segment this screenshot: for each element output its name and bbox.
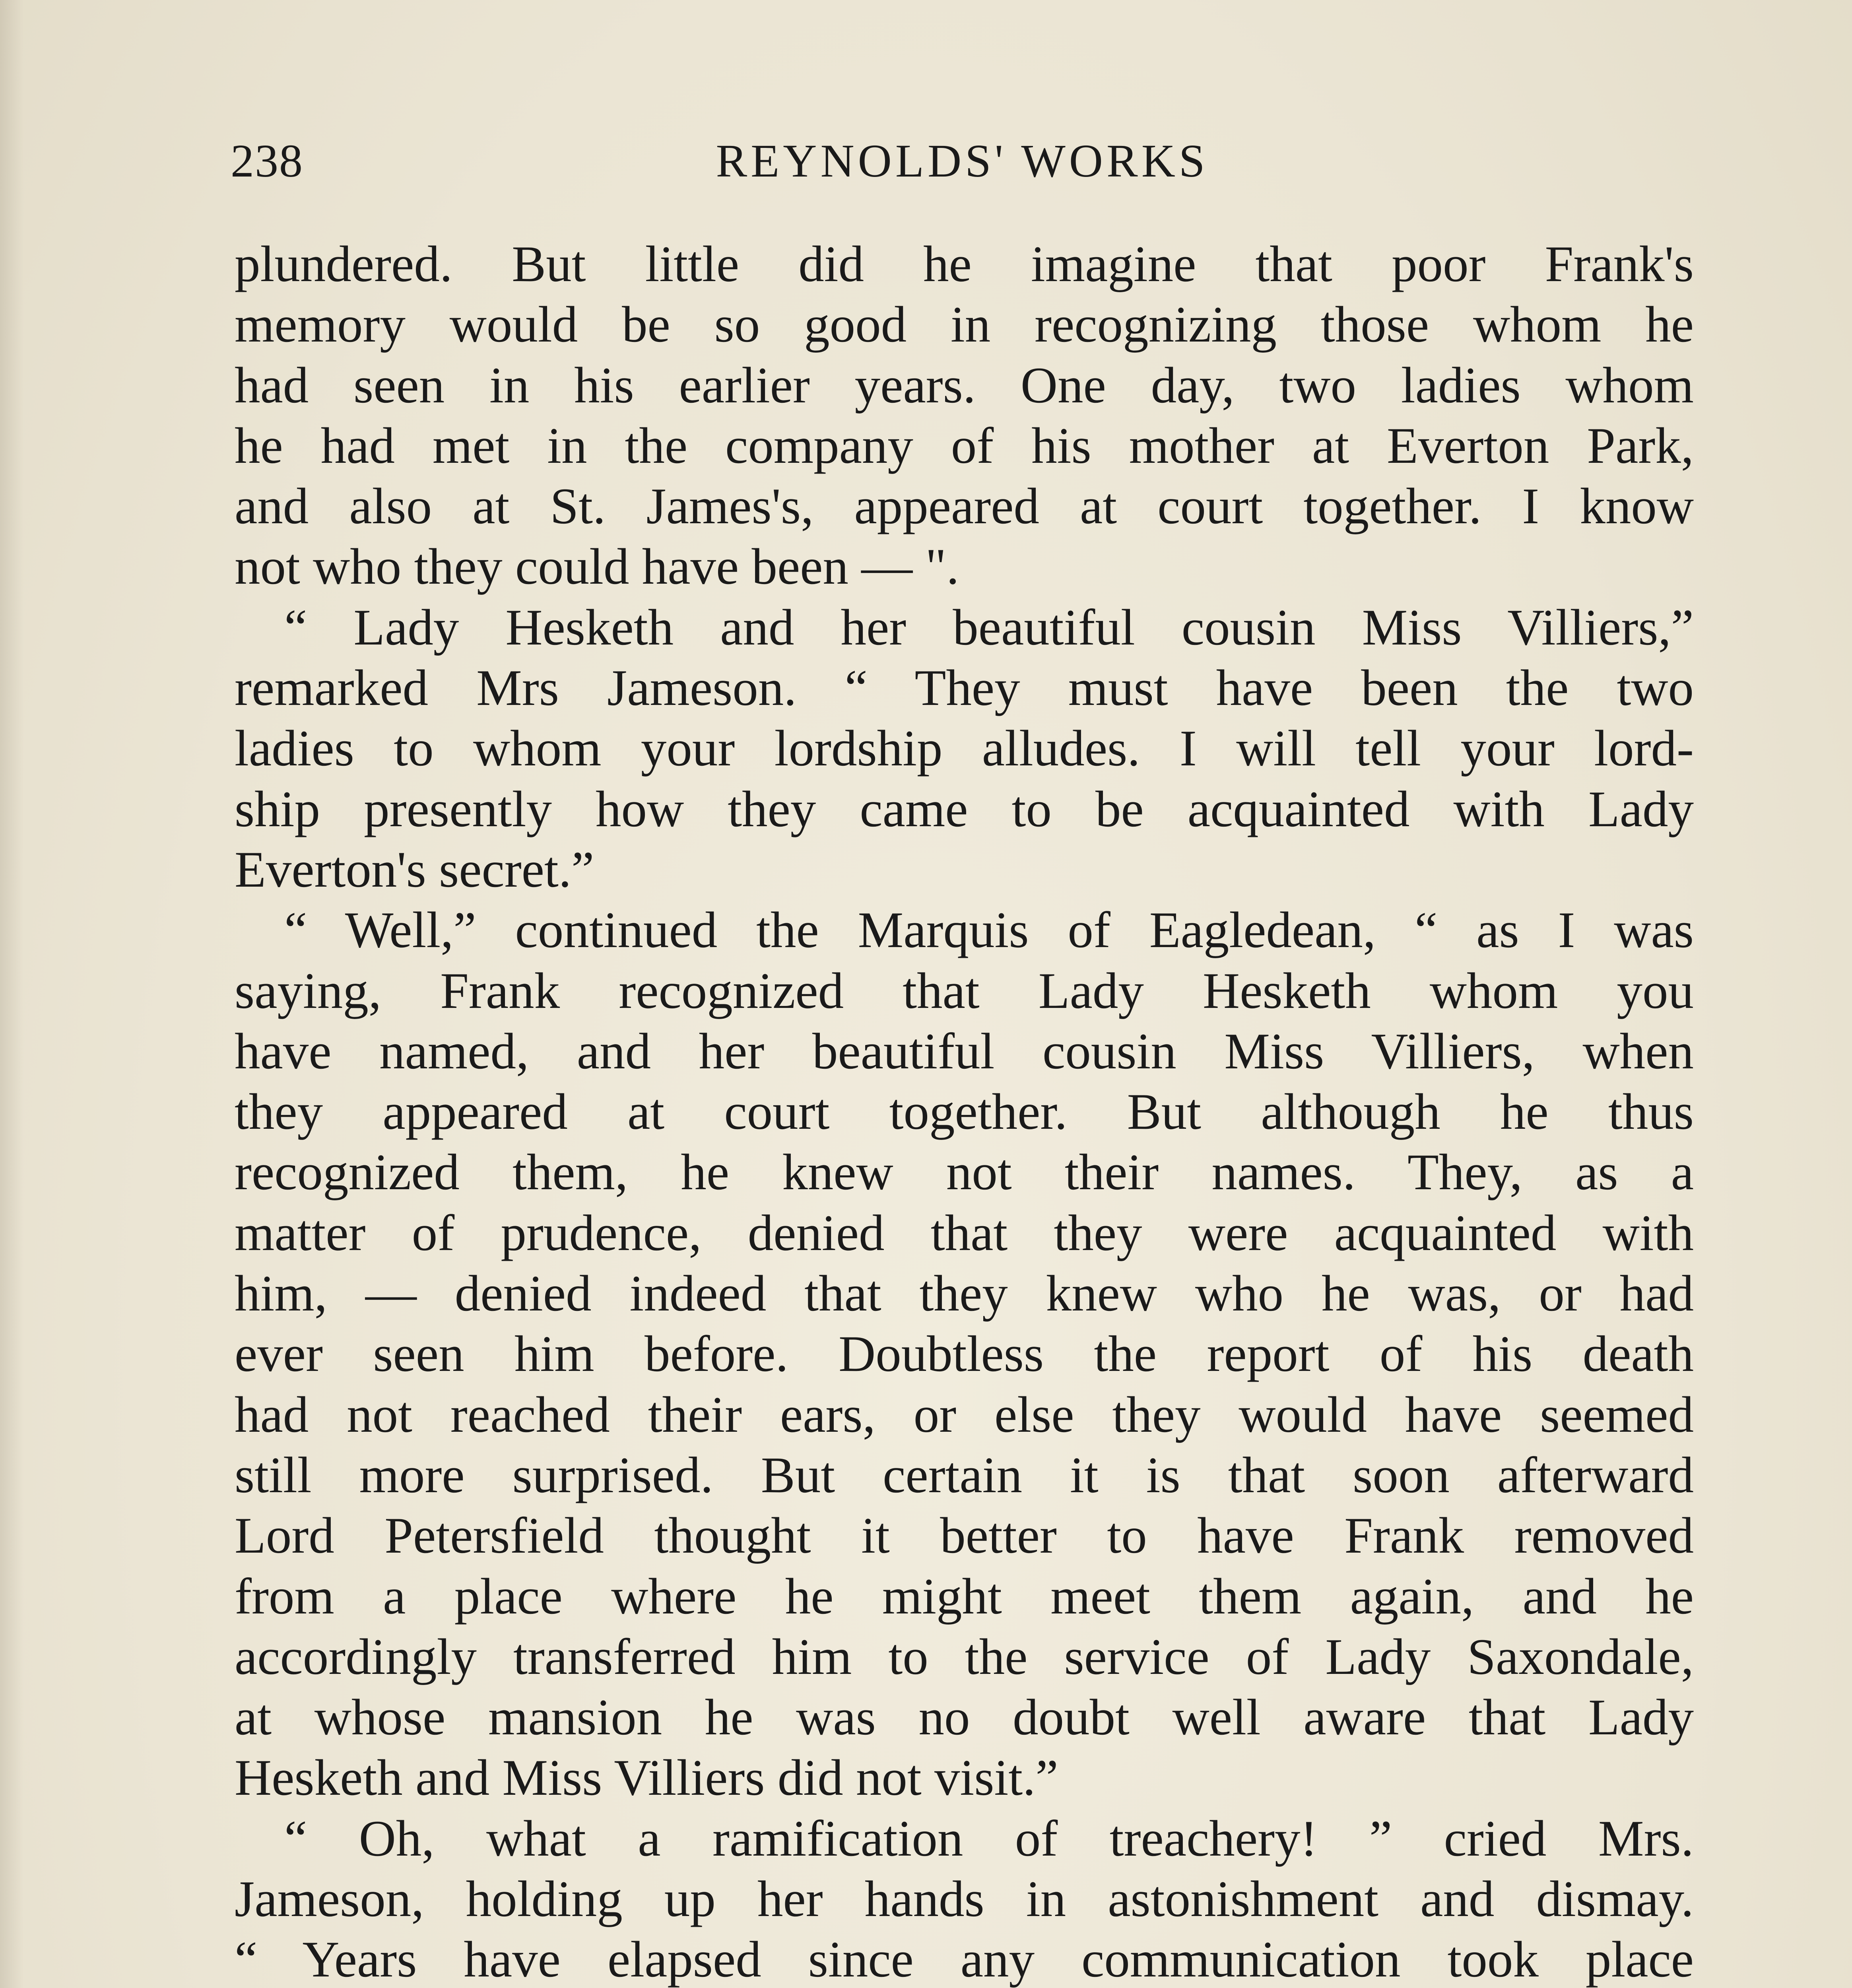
text-line: they appeared at court together. But although he thus bbox=[235, 1083, 1694, 1140]
text-line: matter of prudence, denied that they were acquainted with bbox=[235, 1204, 1694, 1261]
text-line: remarked Mrs Jameson. “ They must have been the two bbox=[235, 659, 1694, 716]
text-line: accordingly transferred him to the service of Lady Saxondale, bbox=[235, 1628, 1694, 1685]
text-line: ship presently how they came to be acquainted with Lady bbox=[235, 780, 1694, 837]
page-header bbox=[231, 127, 1694, 195]
page-number: 238 bbox=[231, 135, 303, 187]
text-line: Hesketh and Miss Villiers did not visit.” bbox=[235, 1749, 1058, 1806]
text-line: “ Oh, what a ramification of treachery! ” cried Mrs. bbox=[284, 1809, 1694, 1867]
text-line: him, — denied indeed that they knew who he was, or had bbox=[235, 1265, 1694, 1322]
running-head: REYNOLDS' WORKS bbox=[716, 135, 1209, 187]
text-line: have named, and her beautiful cousin Miss Villiers, when bbox=[235, 1022, 1694, 1079]
text-line: Lord Petersfield thought it better to have Frank removed bbox=[235, 1507, 1694, 1564]
text-line: had not reached their ears, or else they would have seemed bbox=[235, 1386, 1694, 1443]
text-line: and also at St. James's, appeared at court together. I know bbox=[235, 478, 1694, 535]
text-line: ever seen him before. Doubtless the report of his death bbox=[235, 1325, 1694, 1382]
body-text bbox=[235, 234, 1694, 1988]
text-line: ladies to whom your lordship alludes. I will tell your lord- bbox=[235, 720, 1694, 777]
text-line: “ Lady Hesketh and her beautiful cousin Miss Villiers,” bbox=[284, 598, 1694, 656]
text-line: still more surprised. But certain it is that soon afterward bbox=[235, 1446, 1694, 1503]
text-line: “ Years have elapsed since any communication took place bbox=[235, 1931, 1694, 1988]
text-line: from a place where he might meet them again, and he bbox=[235, 1567, 1694, 1625]
text-line: not who they could have been — ". bbox=[235, 538, 959, 595]
text-line: Everton's secret.” bbox=[235, 841, 594, 898]
text-line: plundered. But little did he imagine that poor Frank's bbox=[235, 235, 1694, 292]
text-line: recognized them, he knew not their names. They, as a bbox=[235, 1143, 1694, 1201]
text-line: had seen in his earlier years. One day, two ladies whom bbox=[235, 356, 1694, 414]
spine-shadow bbox=[0, 0, 24, 1988]
text-line: at whose mansion he was no doubt well aware that Lady bbox=[235, 1689, 1694, 1746]
text-line: saying, Frank recognized that Lady Hesketh whom you bbox=[235, 962, 1694, 1019]
text-line: memory would be so good in recognizing those whom he bbox=[235, 296, 1694, 353]
text-line: Jameson, holding up her hands in astonishment and dismay. bbox=[235, 1870, 1694, 1928]
text-line: he had met in the company of his mother at Everton Park, bbox=[235, 417, 1694, 474]
text-line: “ Well,” continued the Marquis of Eagledean, “ as I was bbox=[284, 901, 1694, 959]
